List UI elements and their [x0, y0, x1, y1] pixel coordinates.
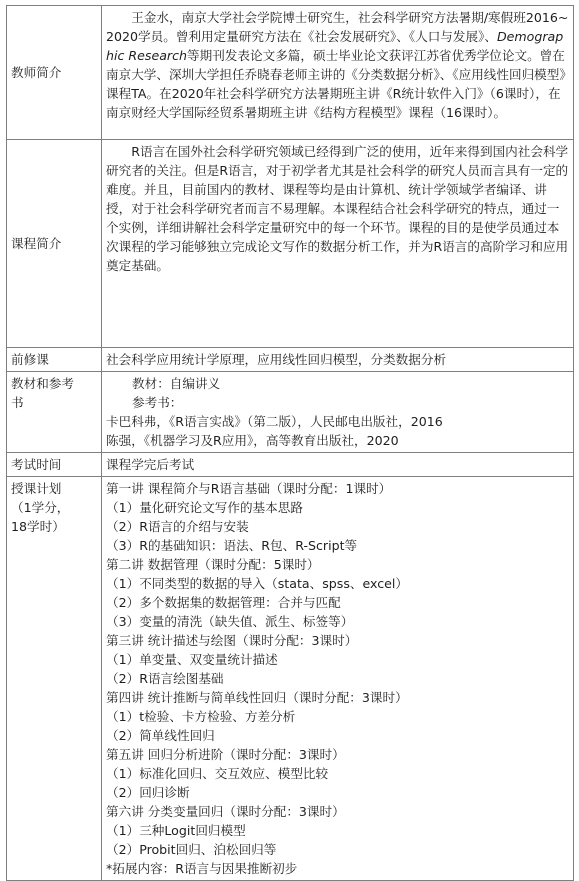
label-plan-line2: （1学分， [11, 500, 70, 515]
teacher-bio [102, 6, 574, 140]
teacher-bio-part1: 王金水，南京大学社会学院博士研究生，社会科学研究方法暑期/寒假班2016~2020学员。曾利用定量研究方法在《社会发展研究》、《人口与发展》、 [106, 10, 569, 44]
plan-lecture-4: 第四讲 统计推断与简单线性回归（课时分配：3课时） [106, 690, 408, 705]
row-plan [7, 477, 574, 881]
plan-item: （1）t检验、卡方检验、方差分析 [106, 709, 296, 724]
plan-lecture-2: 第二讲 数据管理（课时分配：5课时） [106, 557, 320, 572]
row-materials [7, 372, 574, 453]
plan-item: （1）标准化回归、交互效应、模型比较 [106, 766, 329, 781]
label-plan-line1: 授课计划 [11, 481, 62, 496]
row-teacher [7, 6, 574, 140]
plan-item: （2）Probit回归、泊松回归等 [106, 842, 277, 857]
row-prereq [7, 348, 574, 372]
plan-item: （1）三种Logit回归模型 [106, 823, 246, 838]
plan-item: （1）量化研究论文写作的基本思路 [106, 500, 303, 515]
plan-lecture-5: 第五讲 回归分析进阶（课时分配：3课时） [106, 747, 345, 762]
materials-ref-1: 卡巴科弗，《R语言实战》（第二版），人民邮电出版社，2016 [106, 414, 443, 429]
row-course-intro [7, 140, 574, 348]
materials-refs-title: 参考书： [132, 395, 183, 410]
plan-lecture-6: 第六讲 分类变量回归（课时分配：3课时） [106, 804, 345, 819]
label-plan-line3: 18学时） [11, 519, 65, 534]
materials-ref-2: 陈强，《机器学习及R应用》，高等教育出版社，2020 [106, 433, 399, 448]
label-teacher: 教师简介 [7, 6, 102, 140]
plan-item: （1）不同类型的数据的导入（stata、spss、excel） [106, 576, 408, 591]
label-prereq: 前修课 [7, 348, 102, 372]
teacher-bio-part2: 等期刊发表论文多篇，硕士毕业论文获评江苏省优秀学位论文。曾在南京大学、深圳大学担任乔晓春老师主讲的《分类数据分析》、《应用线性回归模型》课程TA。在2020年社会科学研究方法暑期班主讲《R统计软件入门》（6课时），在南京财经大学国际经贸系暑期班主讲《结构方程模型》课程（16课时）。 [106, 48, 566, 120]
plan-item: （2）R语言绘图基础 [106, 671, 224, 686]
plan-item: （2）R语言的介绍与安装 [106, 519, 249, 534]
course-intro [102, 140, 574, 348]
plan-extension: *拓展内容：R语言与因果推断初步 [106, 861, 298, 876]
plan-content [102, 477, 574, 881]
materials-textbook: 教材：自编讲义 [132, 376, 221, 391]
plan-lecture-1: 第一讲 课程简介与R语言基础（课时分配：1课时） [106, 481, 392, 496]
row-exam [7, 453, 574, 477]
plan-item: （2）简单线性回归 [106, 728, 215, 743]
plan-item: （2）多个数据集的数据管理：合并与匹配 [106, 595, 341, 610]
prereq-text: 社会科学应用统计学原理，应用线性回归模型，分类数据分析 [102, 348, 574, 372]
plan-lecture-3: 第三讲 统计描述与绘图（课时分配：3课时） [106, 633, 358, 648]
plan-item: （3）R的基础知识：语法、R包、R-Script等 [106, 538, 358, 553]
plan-item: （1）单变量、双变量统计描述 [106, 652, 278, 667]
materials [102, 372, 574, 453]
course-intro-text: R语言在国外社会科学研究领域已经得到广泛的使用，近年来得到国内社会科学研究者的关注。但是R语言，对于初学者尤其是社会科学的研究人员而言具有一定的难度。并且，目前国内的教材、课程等均是由计算机、统计学领域学者编译、讲授，对于社会科学研究者而言不易理解。本课程结合社会科学研究的特点，通过一个实例，详细讲解社会科学定量研究中的每一个环节。课程的目的是使学员通过本次课程的学习能够独立完成论文写作的数据分析工作，并为R语言的高阶学习和应用奠定基础。 [106, 144, 569, 273]
plan-item: （2）回归诊断 [106, 785, 190, 800]
label-materials-line2: 书 [11, 395, 24, 410]
exam-text: 课程学完后考试 [102, 453, 574, 477]
label-exam: 考试时间 [7, 453, 102, 477]
label-plan [7, 477, 102, 881]
teacher-bio-journal: Demographic Research [106, 29, 564, 63]
plan-item: （3）变量的清洗（缺失值、派生、标签等） [106, 614, 354, 629]
teacher-bio-text [106, 8, 569, 122]
label-materials-line1: 教材和参考 [11, 376, 74, 391]
label-course-intro: 课程简介 [7, 140, 102, 348]
label-materials [7, 372, 102, 453]
syllabus-table [6, 5, 574, 881]
